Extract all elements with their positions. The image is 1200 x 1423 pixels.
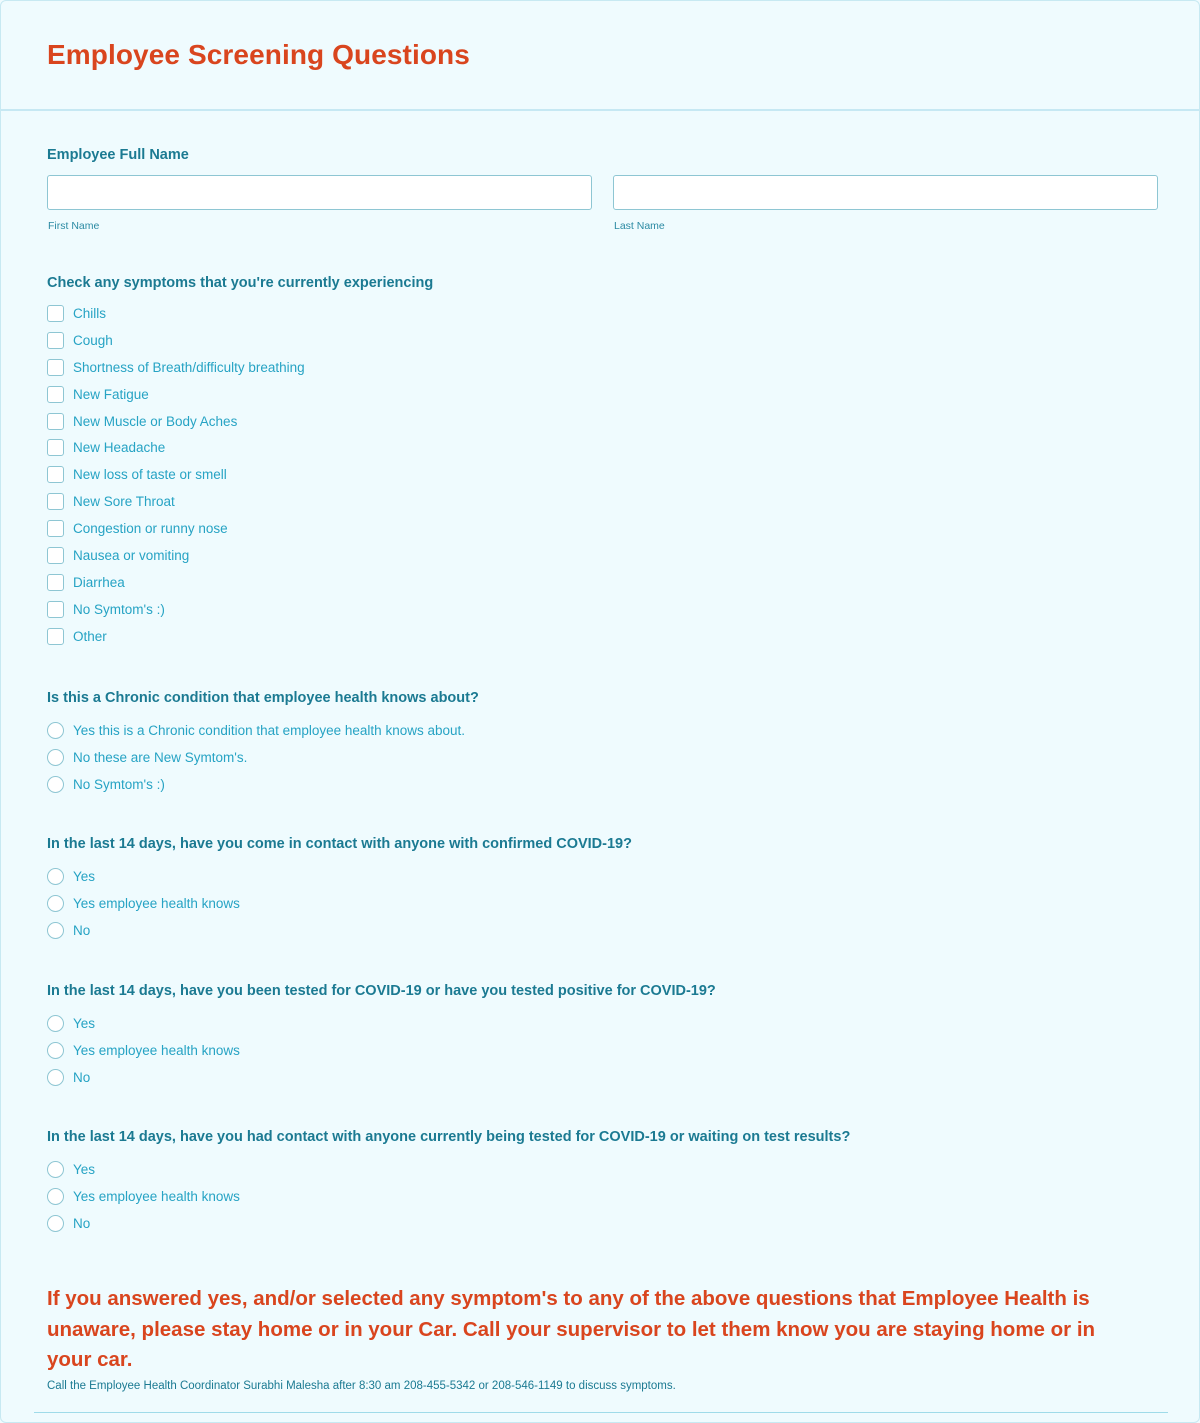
form-header bbox=[1, 1, 1199, 111]
radio-circle-icon[interactable] bbox=[47, 1042, 64, 1059]
symptoms-options bbox=[47, 300, 433, 650]
option-label: Diarrhea bbox=[73, 574, 125, 590]
checkbox-square-icon[interactable] bbox=[47, 439, 64, 456]
radio-option[interactable] bbox=[47, 917, 632, 944]
last-name-col bbox=[613, 175, 1158, 232]
radio-option[interactable] bbox=[47, 1156, 850, 1183]
checkbox-square-icon[interactable] bbox=[47, 520, 64, 537]
chronic-question bbox=[47, 690, 479, 798]
option-label: Yes bbox=[73, 868, 96, 884]
option-label: New Headache bbox=[73, 440, 166, 456]
checkbox-option[interactable] bbox=[47, 515, 433, 542]
contact-pending-question bbox=[47, 1129, 850, 1237]
coordinator-contact-note: Call the Employee Health Coordinator Surabhi Malesha after 8:30 am 208-455-5342 or 208-546-1149 to discuss symptoms. bbox=[47, 1380, 676, 1392]
checkbox-square-icon[interactable] bbox=[47, 574, 64, 591]
radio-option[interactable] bbox=[47, 1064, 716, 1091]
option-label: Congestion or runny nose bbox=[73, 521, 228, 537]
radio-circle-icon[interactable] bbox=[47, 868, 64, 885]
radio-circle-icon[interactable] bbox=[47, 1215, 64, 1232]
option-label: No Symtom's :) bbox=[73, 601, 165, 617]
checkbox-option[interactable] bbox=[47, 354, 433, 381]
checkbox-option[interactable] bbox=[47, 623, 433, 650]
section-divider bbox=[34, 1412, 1168, 1413]
option-label: Yes bbox=[73, 1161, 96, 1177]
option-label: Cough bbox=[73, 332, 113, 348]
radio-circle-icon[interactable] bbox=[47, 1069, 64, 1086]
name-inputs-row bbox=[47, 175, 1157, 232]
checkbox-square-icon[interactable] bbox=[47, 628, 64, 645]
option-label: New Sore Throat bbox=[73, 494, 175, 510]
radio-option[interactable] bbox=[47, 1037, 716, 1064]
contact-confirmed-options bbox=[47, 863, 632, 944]
contact-pending-label: In the last 14 days, have you had contact with anyone currently being tested for COVID-19 or waiting on test results? bbox=[47, 1129, 851, 1145]
option-label: Yes employee health knows bbox=[73, 895, 240, 911]
symptoms-question bbox=[47, 275, 433, 650]
symptoms-label: Check any symptoms that you're currently experiencing bbox=[47, 275, 434, 291]
radio-circle-icon[interactable] bbox=[47, 749, 64, 766]
employee-name-label: Employee Full Name bbox=[47, 147, 189, 163]
chronic-label: Is this a Chronic condition that employee health knows about? bbox=[47, 690, 479, 706]
option-label: No bbox=[73, 1215, 91, 1231]
checkbox-option[interactable] bbox=[47, 381, 433, 408]
option-label: Other bbox=[73, 628, 107, 644]
option-label: No Symtom's :) bbox=[73, 776, 165, 792]
option-label: Nausea or vomiting bbox=[73, 547, 190, 563]
last-name-sublabel: Last Name bbox=[614, 220, 665, 232]
radio-option[interactable] bbox=[47, 1183, 850, 1210]
radio-option[interactable] bbox=[47, 771, 479, 798]
page-title: Employee Screening Questions bbox=[47, 39, 470, 70]
checkbox-option[interactable] bbox=[47, 408, 433, 435]
checkbox-square-icon[interactable] bbox=[47, 601, 64, 618]
first-name-sublabel: First Name bbox=[48, 220, 100, 232]
checkbox-option[interactable] bbox=[47, 569, 433, 596]
option-label: Shortness of Breath/difficulty breathing bbox=[73, 359, 305, 375]
option-label: New Muscle or Body Aches bbox=[73, 413, 238, 429]
checkbox-square-icon[interactable] bbox=[47, 332, 64, 349]
checkbox-square-icon[interactable] bbox=[47, 305, 64, 322]
checkbox-square-icon[interactable] bbox=[47, 413, 64, 430]
radio-option[interactable] bbox=[47, 1210, 850, 1237]
option-label: Yes this is a Chronic condition that employee health knows about. bbox=[73, 722, 465, 738]
last-name-input[interactable] bbox=[613, 175, 1158, 210]
checkbox-square-icon[interactable] bbox=[47, 386, 64, 403]
checkbox-square-icon[interactable] bbox=[47, 466, 64, 483]
checkbox-option[interactable] bbox=[47, 596, 433, 623]
radio-circle-icon[interactable] bbox=[47, 776, 64, 793]
first-name-col bbox=[47, 175, 592, 232]
radio-option[interactable] bbox=[47, 717, 479, 744]
radio-option[interactable] bbox=[47, 1010, 716, 1037]
radio-option[interactable] bbox=[47, 890, 632, 917]
option-label: New Fatigue bbox=[73, 386, 149, 402]
option-label: Chills bbox=[73, 305, 107, 321]
checkbox-square-icon[interactable] bbox=[47, 547, 64, 564]
option-label: Yes employee health knows bbox=[73, 1042, 240, 1058]
contact-pending-options bbox=[47, 1156, 850, 1237]
first-name-input[interactable] bbox=[47, 175, 592, 210]
checkbox-option[interactable] bbox=[47, 542, 433, 569]
option-label: Yes employee health knows bbox=[73, 1188, 240, 1204]
radio-circle-icon[interactable] bbox=[47, 895, 64, 912]
option-label: No these are New Symtom's. bbox=[73, 749, 248, 765]
option-label: Yes bbox=[73, 1015, 96, 1031]
radio-circle-icon[interactable] bbox=[47, 1188, 64, 1205]
contact-confirmed-question bbox=[47, 836, 632, 944]
contact-confirmed-label: In the last 14 days, have you come in contact with anyone with confirmed COVID-19? bbox=[47, 836, 632, 852]
checkbox-option[interactable] bbox=[47, 488, 433, 515]
radio-circle-icon[interactable] bbox=[47, 722, 64, 739]
option-label: No bbox=[73, 1069, 91, 1085]
radio-circle-icon[interactable] bbox=[47, 1161, 64, 1178]
radio-circle-icon[interactable] bbox=[47, 1015, 64, 1032]
radio-option[interactable] bbox=[47, 744, 479, 771]
checkbox-option[interactable] bbox=[47, 300, 433, 327]
checkbox-square-icon[interactable] bbox=[47, 359, 64, 376]
radio-circle-icon[interactable] bbox=[47, 922, 64, 939]
checkbox-square-icon[interactable] bbox=[47, 493, 64, 510]
checkbox-option[interactable] bbox=[47, 327, 433, 354]
radio-option[interactable] bbox=[47, 863, 632, 890]
option-label: No bbox=[73, 922, 91, 938]
checkbox-option[interactable] bbox=[47, 434, 433, 461]
stay-home-notice: If you answered yes, and/or selected any symptom's to any of the above questions that Employee Health is unaware, please stay home or in your Car. Call your supervisor to let them know you are staying home or in your car. bbox=[47, 1287, 1096, 1371]
checkbox-option[interactable] bbox=[47, 461, 433, 488]
tested-label: In the last 14 days, have you been tested for COVID-19 or have you tested positive for COVID-19? bbox=[47, 983, 716, 999]
tested-options bbox=[47, 1010, 716, 1091]
tested-question bbox=[47, 983, 716, 1091]
option-label: New loss of taste or smell bbox=[73, 467, 227, 483]
employee-name-field bbox=[47, 147, 1157, 232]
chronic-options bbox=[47, 717, 479, 798]
